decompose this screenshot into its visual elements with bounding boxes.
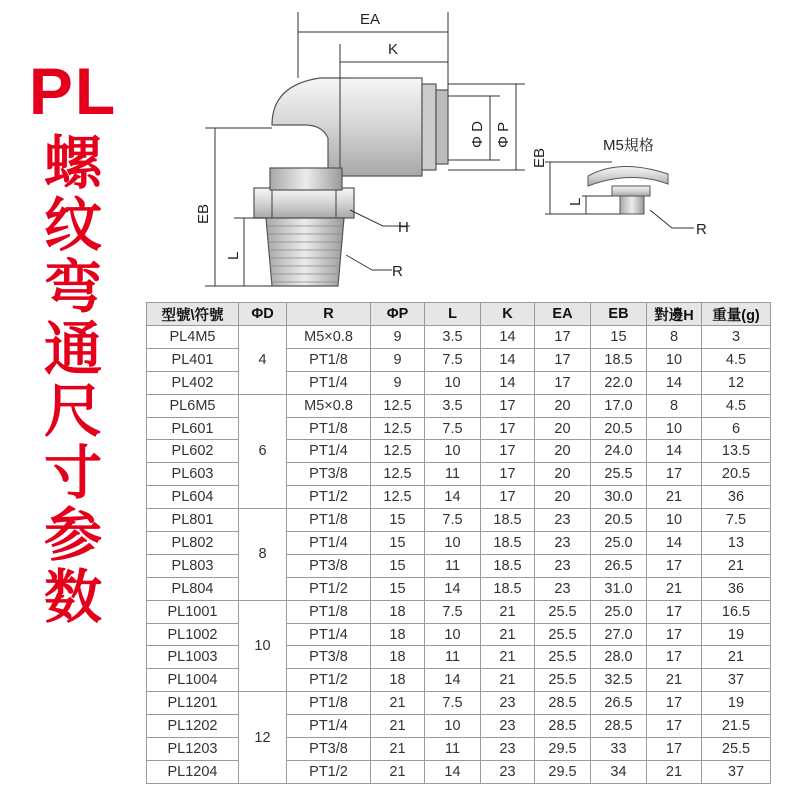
cell-model: PL802 <box>147 532 239 555</box>
cell-hex-h: 17 <box>647 463 702 486</box>
cell-eb: 18.5 <box>591 348 647 371</box>
cell-k: 21 <box>481 600 535 623</box>
table-row <box>147 600 771 623</box>
cell-k: 17 <box>481 440 535 463</box>
cell-ea: 29.5 <box>535 760 591 783</box>
cell-weight: 21 <box>702 554 771 577</box>
cell-phi-p: 12.5 <box>371 440 425 463</box>
cell-l: 10 <box>425 440 481 463</box>
cell-hex-h: 8 <box>647 394 702 417</box>
cell-r: PT3/8 <box>287 738 371 761</box>
elbow-neck <box>270 168 342 190</box>
cell-ea: 20 <box>535 463 591 486</box>
cell-hex-h: 21 <box>647 669 702 692</box>
cell-l: 10 <box>425 715 481 738</box>
cell-eb: 27.0 <box>591 623 647 646</box>
cell-phi-p: 12.5 <box>371 417 425 440</box>
dim-phi-d-label: Φ D <box>469 121 486 148</box>
cell-hex-h: 14 <box>647 532 702 555</box>
cell-phi-d: 4 <box>239 326 287 395</box>
hex-nut <box>254 188 354 218</box>
cell-eb: 22.0 <box>591 371 647 394</box>
cell-ea: 20 <box>535 440 591 463</box>
col-header-phi-d: ΦD <box>239 303 287 326</box>
col-header-weight: 重量(g) <box>702 303 771 326</box>
cell-phi-d: 6 <box>239 394 287 508</box>
cell-l: 11 <box>425 463 481 486</box>
cell-eb: 17.0 <box>591 394 647 417</box>
cell-r: PT1/4 <box>287 532 371 555</box>
cell-ea: 23 <box>535 532 591 555</box>
cell-r: PT3/8 <box>287 646 371 669</box>
cell-model: PL803 <box>147 554 239 577</box>
cell-r: PT3/8 <box>287 554 371 577</box>
cell-model: PL604 <box>147 486 239 509</box>
thread-body <box>266 218 344 286</box>
cell-phi-p: 21 <box>371 760 425 783</box>
cell-k: 21 <box>481 646 535 669</box>
cell-model: PL601 <box>147 417 239 440</box>
cell-phi-d: 12 <box>239 692 287 784</box>
cell-l: 14 <box>425 577 481 600</box>
cell-ea: 25.5 <box>535 646 591 669</box>
release-sleeve <box>436 90 448 164</box>
cell-model: PL401 <box>147 348 239 371</box>
cell-model: PL1002 <box>147 623 239 646</box>
cell-r: PT1/2 <box>287 577 371 600</box>
table-row <box>147 509 771 532</box>
cell-model: PL1201 <box>147 692 239 715</box>
cell-r: PT1/2 <box>287 669 371 692</box>
cell-ea: 28.5 <box>535 715 591 738</box>
m5-variant-label: M5規格 <box>603 137 654 154</box>
cell-model: PL1204 <box>147 760 239 783</box>
cell-hex-h: 10 <box>647 417 702 440</box>
cell-k: 21 <box>481 623 535 646</box>
cell-model: PL6M5 <box>147 394 239 417</box>
cell-hex-h: 17 <box>647 715 702 738</box>
cell-hex-h: 17 <box>647 738 702 761</box>
elbow-body <box>272 78 345 175</box>
cell-eb: 30.0 <box>591 486 647 509</box>
cell-eb: 25.5 <box>591 463 647 486</box>
cell-l: 14 <box>425 760 481 783</box>
cell-phi-p: 18 <box>371 600 425 623</box>
cell-r: PT3/8 <box>287 463 371 486</box>
cell-eb: 31.0 <box>591 577 647 600</box>
cell-weight: 21.5 <box>702 715 771 738</box>
cell-weight: 21 <box>702 646 771 669</box>
cell-k: 18.5 <box>481 532 535 555</box>
cell-ea: 25.5 <box>535 600 591 623</box>
cell-r: PT1/4 <box>287 715 371 738</box>
cell-weight: 25.5 <box>702 738 771 761</box>
cell-weight: 13 <box>702 532 771 555</box>
cell-k: 14 <box>481 348 535 371</box>
cell-eb: 28.0 <box>591 646 647 669</box>
cell-l: 7.5 <box>425 348 481 371</box>
cell-ea: 25.5 <box>535 669 591 692</box>
dim-eb-label: EB <box>195 203 212 224</box>
cell-model: PL804 <box>147 577 239 600</box>
cell-weight: 36 <box>702 486 771 509</box>
tube-collet <box>340 78 422 176</box>
cell-hex-h: 21 <box>647 577 702 600</box>
col-header-hex-h: 對邊H <box>647 303 702 326</box>
cell-hex-h: 17 <box>647 692 702 715</box>
cell-hex-h: 21 <box>647 760 702 783</box>
dim-l-label: L <box>225 251 242 260</box>
cell-eb: 15 <box>591 326 647 349</box>
cell-r: PT1/8 <box>287 509 371 532</box>
cell-model: PL603 <box>147 463 239 486</box>
cell-r: PT1/4 <box>287 623 371 646</box>
cell-model: PL1202 <box>147 715 239 738</box>
cell-phi-p: 18 <box>371 646 425 669</box>
cell-l: 7.5 <box>425 509 481 532</box>
col-header-eb: EB <box>591 303 647 326</box>
cell-weight: 19 <box>702 623 771 646</box>
cell-ea: 20 <box>535 486 591 509</box>
fitting-main-view <box>254 78 448 286</box>
cell-ea: 23 <box>535 554 591 577</box>
col-header-k: K <box>481 303 535 326</box>
cell-model: PL1203 <box>147 738 239 761</box>
m5-dim-eb-label: EB <box>531 147 548 168</box>
cell-phi-p: 12.5 <box>371 486 425 509</box>
cell-l: 7.5 <box>425 417 481 440</box>
cell-phi-p: 18 <box>371 669 425 692</box>
cell-k: 18.5 <box>481 509 535 532</box>
cell-ea: 25.5 <box>535 623 591 646</box>
col-header-r: R <box>287 303 371 326</box>
cell-phi-p: 21 <box>371 738 425 761</box>
dim-r-label: R <box>392 263 403 280</box>
title-block <box>8 54 138 631</box>
cell-phi-p: 9 <box>371 348 425 371</box>
cell-r: PT1/8 <box>287 417 371 440</box>
cell-l: 3.5 <box>425 326 481 349</box>
cell-l: 14 <box>425 669 481 692</box>
dim-phi-p-label: Φ P <box>495 121 512 148</box>
col-header-phi-p: ΦP <box>371 303 425 326</box>
cell-phi-p: 9 <box>371 371 425 394</box>
table-row <box>147 326 771 349</box>
cell-phi-d: 10 <box>239 600 287 692</box>
cell-l: 10 <box>425 623 481 646</box>
cell-k: 21 <box>481 669 535 692</box>
cell-ea: 20 <box>535 394 591 417</box>
table-row <box>147 394 771 417</box>
cell-hex-h: 17 <box>647 600 702 623</box>
cell-weight: 13.5 <box>702 440 771 463</box>
dim-h-label: H <box>398 219 409 236</box>
cell-weight: 3 <box>702 326 771 349</box>
cell-hex-h: 17 <box>647 646 702 669</box>
cell-model: PL1004 <box>147 669 239 692</box>
cell-phi-p: 12.5 <box>371 394 425 417</box>
cell-weight: 37 <box>702 760 771 783</box>
col-header-l: L <box>425 303 481 326</box>
cell-ea: 17 <box>535 371 591 394</box>
cell-weight: 4.5 <box>702 348 771 371</box>
cell-model: PL4M5 <box>147 326 239 349</box>
cell-k: 23 <box>481 738 535 761</box>
cell-ea: 29.5 <box>535 738 591 761</box>
cell-hex-h: 10 <box>647 348 702 371</box>
dimension-spec-table <box>146 302 771 784</box>
cell-l: 10 <box>425 532 481 555</box>
cell-phi-p: 18 <box>371 623 425 646</box>
cell-eb: 24.0 <box>591 440 647 463</box>
cell-k: 17 <box>481 486 535 509</box>
cell-weight: 4.5 <box>702 394 771 417</box>
cell-k: 23 <box>481 715 535 738</box>
cell-weight: 19 <box>702 692 771 715</box>
cell-eb: 32.5 <box>591 669 647 692</box>
cell-r: PT1/8 <box>287 692 371 715</box>
cell-k: 14 <box>481 371 535 394</box>
cell-hex-h: 8 <box>647 326 702 349</box>
cell-model: PL602 <box>147 440 239 463</box>
cell-ea: 28.5 <box>535 692 591 715</box>
cell-k: 18.5 <box>481 577 535 600</box>
cell-phi-p: 9 <box>371 326 425 349</box>
cell-eb: 20.5 <box>591 509 647 532</box>
cell-eb: 25.0 <box>591 600 647 623</box>
cell-r: M5×0.8 <box>287 326 371 349</box>
cell-l: 11 <box>425 554 481 577</box>
cell-l: 11 <box>425 738 481 761</box>
cell-l: 3.5 <box>425 394 481 417</box>
cell-hex-h: 10 <box>647 509 702 532</box>
dim-k-label: K <box>388 41 399 58</box>
cell-phi-p: 15 <box>371 554 425 577</box>
cell-hex-h: 17 <box>647 554 702 577</box>
cell-weight: 6 <box>702 417 771 440</box>
cell-weight: 7.5 <box>702 509 771 532</box>
cell-model: PL1001 <box>147 600 239 623</box>
cell-eb: 25.0 <box>591 532 647 555</box>
cell-phi-p: 15 <box>371 509 425 532</box>
cell-l: 14 <box>425 486 481 509</box>
product-code-title: PL <box>28 54 118 128</box>
cell-r: PT1/4 <box>287 371 371 394</box>
cell-model: PL1003 <box>147 646 239 669</box>
cell-eb: 26.5 <box>591 554 647 577</box>
product-name-title: 螺纹弯通尺寸参数 <box>43 129 102 631</box>
cell-ea: 17 <box>535 326 591 349</box>
cell-r: PT1/2 <box>287 760 371 783</box>
cell-r: PT1/8 <box>287 348 371 371</box>
table-body <box>147 326 771 784</box>
cell-weight: 36 <box>702 577 771 600</box>
cell-ea: 17 <box>535 348 591 371</box>
m5-variant-view <box>588 166 668 214</box>
cell-r: PT1/8 <box>287 600 371 623</box>
dim-ea-label: EA <box>360 11 381 28</box>
cell-k: 23 <box>481 760 535 783</box>
cell-model: PL402 <box>147 371 239 394</box>
m5-dim-l-label: L <box>567 197 584 206</box>
cell-phi-p: 15 <box>371 577 425 600</box>
cell-hex-h: 14 <box>647 371 702 394</box>
cell-k: 17 <box>481 394 535 417</box>
cell-k: 17 <box>481 417 535 440</box>
cell-ea: 20 <box>535 417 591 440</box>
cell-l: 7.5 <box>425 692 481 715</box>
cell-l: 7.5 <box>425 600 481 623</box>
col-header-ea: EA <box>535 303 591 326</box>
cell-k: 23 <box>481 692 535 715</box>
cell-eb: 28.5 <box>591 715 647 738</box>
m5-dim-r-label: R <box>696 221 707 238</box>
cell-eb: 33 <box>591 738 647 761</box>
cell-hex-h: 17 <box>647 623 702 646</box>
cell-eb: 26.5 <box>591 692 647 715</box>
cell-weight: 20.5 <box>702 463 771 486</box>
cell-weight: 12 <box>702 371 771 394</box>
col-header-model: 型號\符號 <box>147 303 239 326</box>
cell-hex-h: 21 <box>647 486 702 509</box>
cell-phi-p: 12.5 <box>371 463 425 486</box>
cell-eb: 20.5 <box>591 417 647 440</box>
cell-k: 17 <box>481 463 535 486</box>
cell-model: PL801 <box>147 509 239 532</box>
cell-ea: 23 <box>535 577 591 600</box>
cell-l: 10 <box>425 371 481 394</box>
cell-phi-d: 8 <box>239 509 287 601</box>
cell-weight: 37 <box>702 669 771 692</box>
cell-eb: 34 <box>591 760 647 783</box>
cell-r: M5×0.8 <box>287 394 371 417</box>
cell-r: PT1/2 <box>287 486 371 509</box>
cell-k: 14 <box>481 326 535 349</box>
table-row <box>147 692 771 715</box>
cell-r: PT1/4 <box>287 440 371 463</box>
cell-weight: 16.5 <box>702 600 771 623</box>
dimension-drawing <box>170 0 730 300</box>
cell-l: 11 <box>425 646 481 669</box>
cell-phi-p: 15 <box>371 532 425 555</box>
cell-phi-p: 21 <box>371 715 425 738</box>
table-header-row <box>147 303 771 326</box>
cell-hex-h: 14 <box>647 440 702 463</box>
cell-phi-p: 21 <box>371 692 425 715</box>
collet-ring <box>422 84 436 170</box>
cell-ea: 23 <box>535 509 591 532</box>
cell-k: 18.5 <box>481 554 535 577</box>
